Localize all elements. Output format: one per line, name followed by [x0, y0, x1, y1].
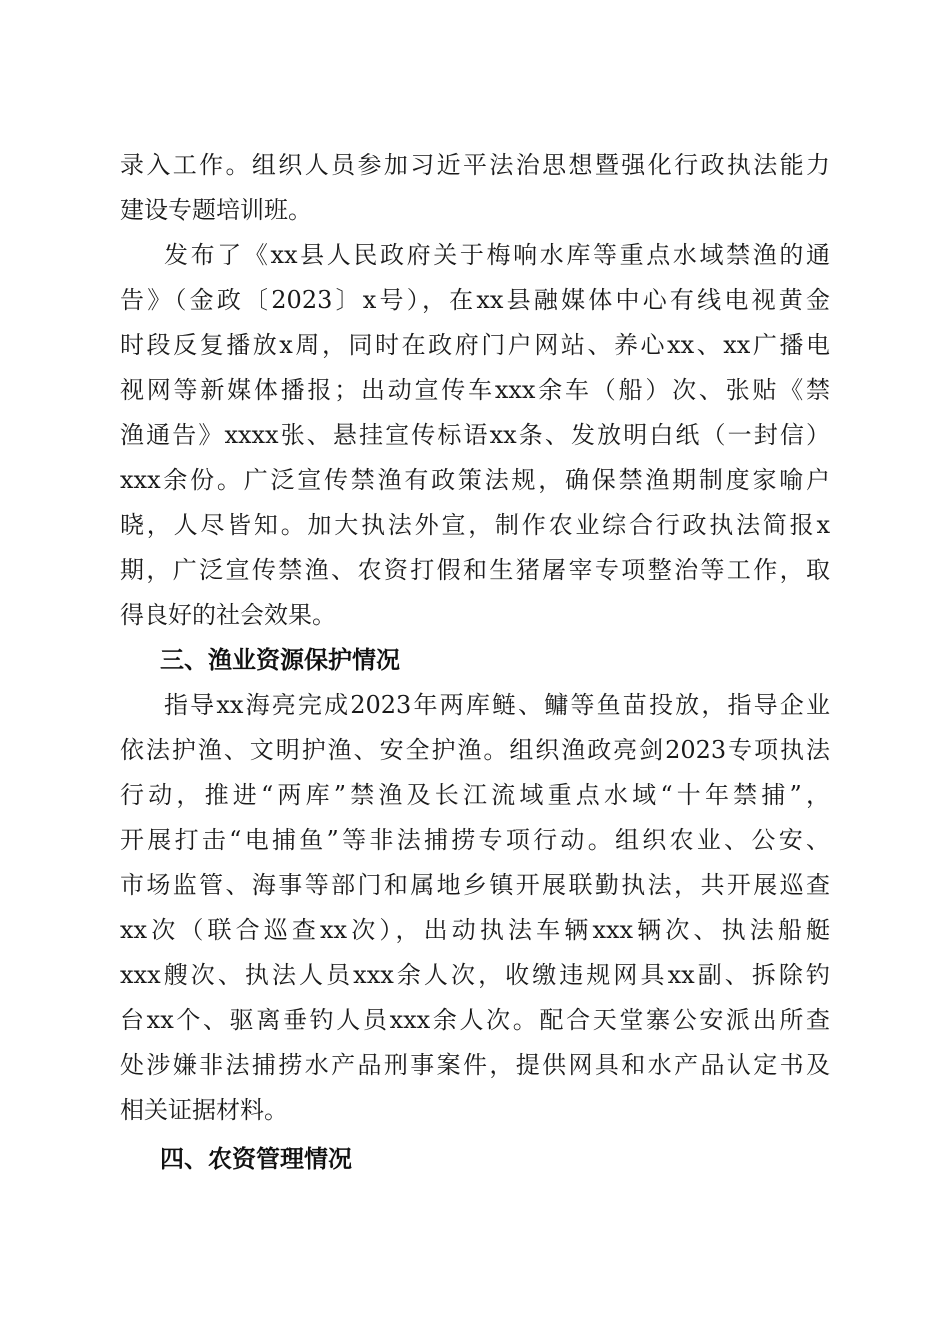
- text-line: xxx艘次、执法人员xxx余人次，收缴违规网具xx副、拆除钓: [120, 961, 830, 989]
- text-line: 期，广泛宣传禁渔、农资打假和生猪屠宰专项整治等工作，取: [120, 556, 830, 584]
- text-line: 发布了《xx县人民政府关于梅响水库等重点水域禁渔的通: [164, 241, 830, 269]
- paragraph-training: [120, 143, 830, 233]
- text-line: 开展打击“电捕鱼”等非法捕捞专项行动。组织农业、公安、: [120, 826, 830, 854]
- text-line: xx次（联合巡查xx次），出动执法车辆xxx辆次、执法船艇: [120, 916, 830, 944]
- document-body: [120, 143, 830, 1182]
- text-line: xxx余份。广泛宣传禁渔有政策法规，确保禁渔期制度家喻户: [120, 466, 830, 494]
- text-line: 时段反复播放x周，同时在政府门户网站、养心xx、xx广播电: [120, 331, 830, 359]
- section-heading-agri-inputs: 四、农资管理情况: [160, 1145, 352, 1173]
- text-line: 市场监管、海事等部门和属地乡镇开展联勤执法，共开展巡查: [120, 871, 830, 899]
- paragraph-fishery-protection: [120, 683, 830, 1133]
- text-line: 指导xx海亮完成2023年两库鲢、鳙等鱼苗投放，指导企业: [164, 691, 830, 719]
- text-line: 得良好的社会效果。: [120, 601, 336, 629]
- text-line: 视网等新媒体播报；出动宣传车xxx余车（船）次、张贴《禁: [120, 376, 830, 404]
- paragraph-notice-publicity: [120, 233, 830, 638]
- text-line: 依法护渔、文明护渔、安全护渔。组织渔政亮剑2023专项执法: [120, 736, 830, 764]
- text-line: 相关证据材料。: [120, 1096, 288, 1124]
- text-line: 处涉嫌非法捕捞水产品刑事案件，提供网具和水产品认定书及: [120, 1051, 830, 1079]
- text-line: 渔通告》xxxx张、悬挂宣传标语xx条、发放明白纸（一封信）: [120, 421, 830, 449]
- text-line: 晓，人尽皆知。加大执法外宣，制作农业综合行政执法简报x: [120, 511, 830, 539]
- text-line: 告》（金政〔2023〕x号），在xx县融媒体中心有线电视黄金: [120, 286, 830, 314]
- text-line: 行动，推进“两库”禁渔及长江流域重点水域“十年禁捕”，: [120, 781, 830, 809]
- text-line: 建设专题培训班。: [120, 196, 312, 224]
- text-line: 录入工作。组织人员参加习近平法治思想暨强化行政执法能力: [120, 151, 830, 179]
- section-heading-fishery: 三、渔业资源保护情况: [160, 646, 400, 674]
- text-line: 台xx个、驱离垂钓人员xxx余人次。配合天堂寨公安派出所查: [120, 1006, 830, 1034]
